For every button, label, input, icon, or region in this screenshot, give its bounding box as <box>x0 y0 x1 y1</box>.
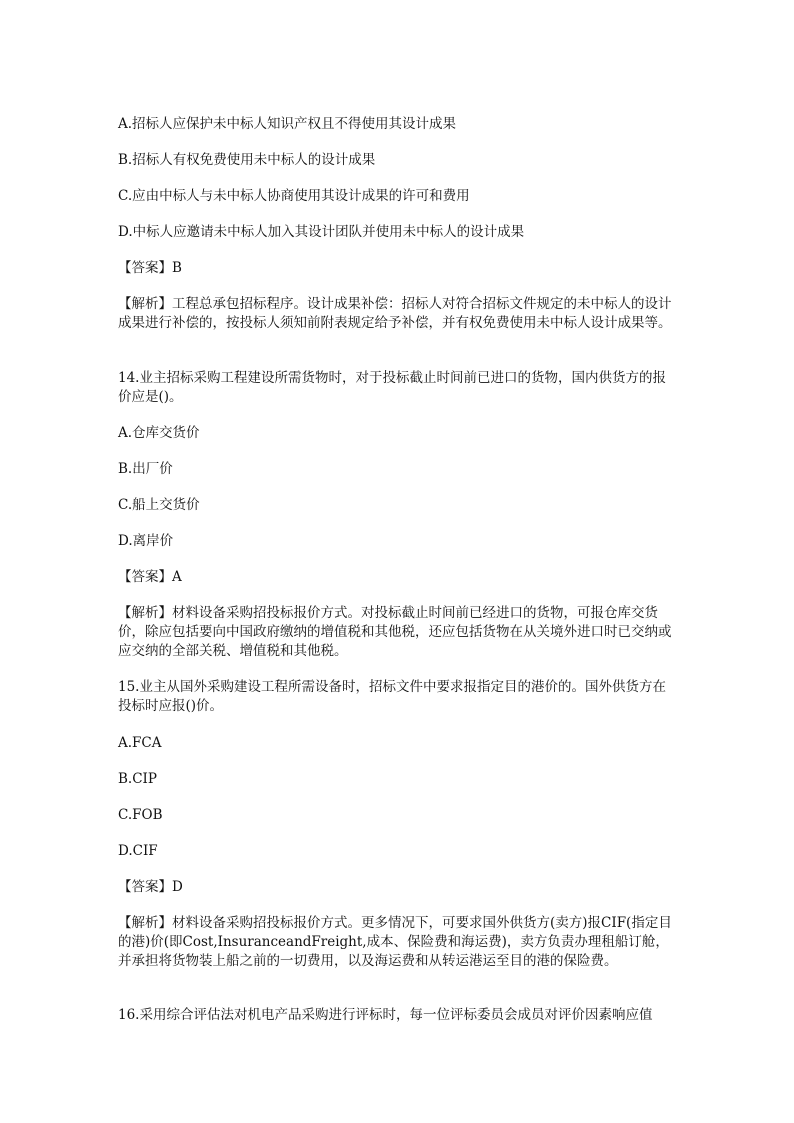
answer-q14: 【答案】A <box>118 569 182 585</box>
option-a-q15: A.FCA <box>118 735 162 751</box>
answer-q13: 【答案】B <box>118 260 182 276</box>
option-a-q13: A.招标人应保护未中标人知识产权且不得使用其设计成果 <box>118 116 457 132</box>
option-a-q14: A.仓库交货价 <box>118 425 200 441</box>
option-d-q13: D.中标人应邀请未中标人加入其设计团队并使用未中标人的设计成果 <box>118 224 525 240</box>
option-c-q14: C.船上交货价 <box>118 497 200 513</box>
option-c-q13: C.应由中标人与未中标人协商使用其设计成果的许可和费用 <box>118 188 470 204</box>
question-14: 14.业主招标采购工程建设所需货物时，对于投标截止时间前已进口的货物，国内供货方的报价应是()。 <box>118 370 666 405</box>
analysis-q15: 【解析】材料设备采购招投标报价方式。更多情况下，可要求国外供货方(卖方)报CIF(指定目的港)价(即Cost,InsuranceandFreight,成本、保险费和海运费)，卖方负责办理租船订舱，并承担将货物装上船之前的一切费用，以及海运费和从转运港运至目的港的保险费。 <box>118 915 672 969</box>
option-c-q15: C.FOB <box>118 807 163 823</box>
option-b-q15: B.CIP <box>118 771 157 787</box>
question-16: 16.采用综合评估法对机电产品采购进行评标时，每一位评标委员会成员对评价因素响应值 <box>118 1007 653 1023</box>
option-d-q14: D.离岸价 <box>118 533 174 549</box>
analysis-q14: 【解析】材料设备采购招投标报价方式。对投标截止时间前已经进口的货物，可报仓库交货价，除应包括要向中国政府缴纳的增值税和其他税，还应包括货物在从关境外进口时已交纳或应交纳的全部关税、增值税和其他税。 <box>118 605 672 659</box>
option-b-q13: B.招标人有权免费使用未中标人的设计成果 <box>118 152 376 168</box>
option-d-q15: D.CIF <box>118 843 158 859</box>
question-15: 15.业主从国外采购建设工程所需设备时，招标文件中要求报指定目的港价的。国外供货方在投标时应报()价。 <box>118 679 666 714</box>
analysis-q13: 【解析】工程总承包招标程序。设计成果补偿：招标人对符合招标文件规定的未中标人的设计成果进行补偿的，按投标人须知前附表规定给予补偿，并有权免费使用未中标人设计成果等。 <box>118 296 672 331</box>
answer-q15: 【答案】D <box>118 879 183 895</box>
option-b-q14: B.出厂价 <box>118 461 173 477</box>
